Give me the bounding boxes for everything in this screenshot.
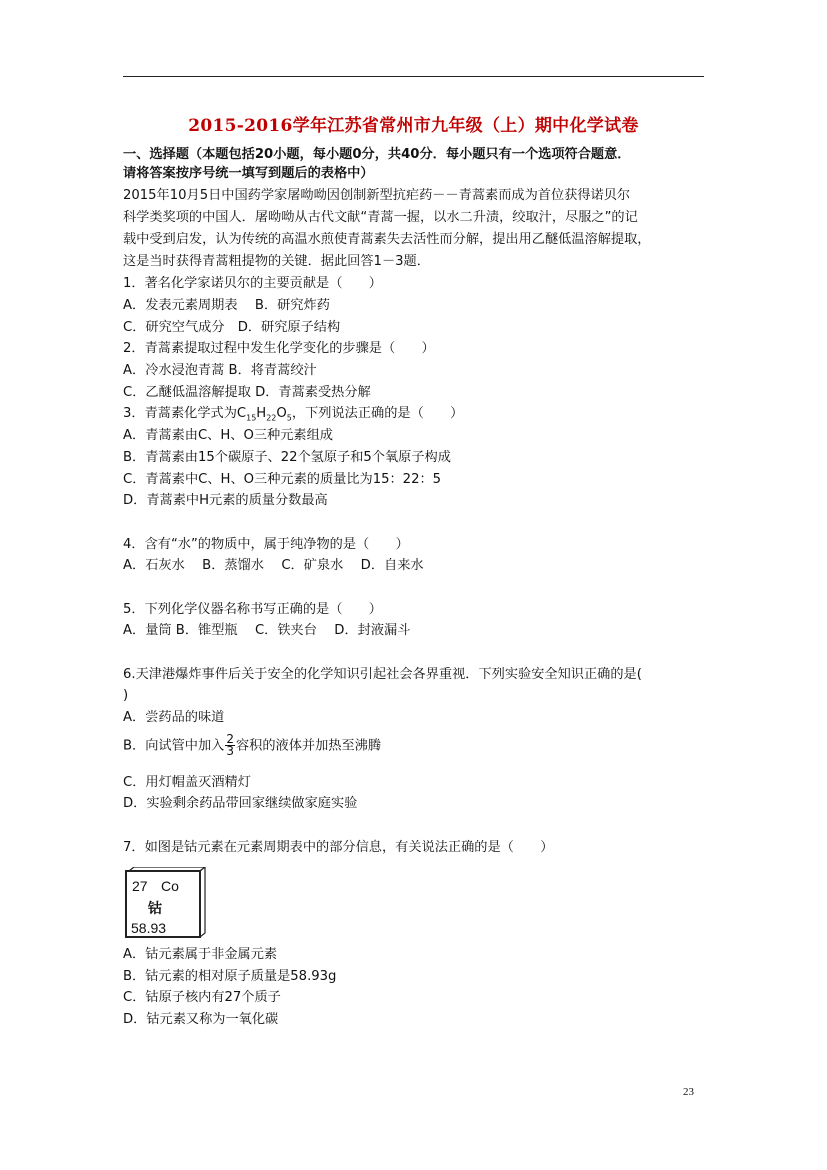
q7-option-a: A．钴元素属于非金属元素: [123, 947, 278, 962]
q6-option-d: D．实验剩余药品带回家继续做家庭实验: [123, 796, 358, 811]
q5-stem: 5．下列化学仪器名称书写正确的是（ ）: [123, 602, 382, 617]
header-rule: [123, 76, 704, 77]
element-name: 钴: [148, 900, 162, 916]
q3-option-c: C．青蒿素中C、H、O三种元素的质量比为15：22：5: [123, 472, 442, 487]
section-heading-line1: 一、选择题（本题包括20小题，每小题0分，共40分．每小题只有一个选项符合题意．: [123, 147, 631, 162]
q4-options: A．石灰水 B．蒸馏水 C．矿泉水 D．自来水: [123, 558, 424, 573]
element-symbol: Co: [161, 878, 179, 894]
q4-stem: 4．含有“水”的物质中，属于纯净物的是（ ）: [123, 537, 409, 552]
element-mass: 58.93: [131, 920, 167, 936]
q1-stem: 1．著名化学家诺贝尔的主要贡献是（ ）: [123, 276, 382, 291]
element-number: 27: [132, 878, 148, 894]
q6-option-c: C．用灯帽盖灭酒精灯: [123, 775, 251, 790]
q7-option-c: C．钴原子核内有27个质子: [123, 990, 281, 1005]
q6-stem-line1: 6.天津港爆炸事件后关于安全的化学知识引起社会各界重视．下列实验安全知识正确的是(: [123, 667, 642, 682]
page-title: 2015-2016学年江苏省常州市九年级（上）期中化学试卷: [188, 116, 639, 136]
q1-options-cd: C．研究空气成分 D．研究原子结构: [123, 320, 341, 335]
q3-option-d: D．青蒿素中H元素的质量分数最高: [123, 493, 328, 508]
q7-option-b: B．钴元素的相对原子质量是58.93g: [123, 969, 337, 984]
q3-option-a: A．青蒿素由C、H、O三种元素组成: [123, 428, 333, 443]
q6-option-b: B．向试管中加入 $\frac{2}{3}$ 容积的液体并加热至沸腾: [123, 732, 382, 758]
q2-options-ab: A．冷水浸泡青蒿 B．将青蒿绞汁: [123, 363, 317, 378]
q2-options-cd: C．乙醚低温溶解提取 D．青蒿素受热分解: [123, 385, 371, 400]
q3-stem: 3．青蒿素化学式为$C_{15}H_{22}O_5$，下列说法正确的是（ ）: [123, 406, 464, 423]
section-heading-line2: 请将答案按序号统一填写到题后的表格中）: [123, 166, 374, 181]
q7-stem: 7．如图是钴元素在元素周期表中的部分信息，有关说法正确的是（ ）: [123, 840, 554, 855]
q1-options-ab: A．发表元素周期表 B．研究炸药: [123, 298, 330, 313]
q7-option-d: D．钴元素又称为一氧化碳: [123, 1012, 279, 1027]
intro-line-1: 2015年10月5日中国药学家屠呦呦因创制新型抗疟药－－青蒿素而成为首位获得诺贝尔: [123, 188, 631, 203]
q3-option-b: B．青蒿素由15个碳原子、22个氢原子和5个氧原子构成: [123, 450, 451, 465]
fraction: $\frac{2}{3}$: [226, 732, 234, 758]
q5-options: A．量筒 B．锥型瓶 C．铁夹台 D．封液漏斗: [123, 623, 411, 638]
intro-line-4: 这是当时获得青蒿粗提物的关键．据此回答1－3题．: [123, 254, 430, 269]
page-number: 23: [683, 1086, 694, 1098]
q6-stem-line2: ): [123, 688, 129, 703]
intro-line-2: 科学类奖项的中国人．屠呦呦从古代文献“青蒿一握，以水二升渍，绞取汁，尽服之”的记: [123, 210, 638, 225]
element-tile-figure: [124, 867, 206, 945]
q2-stem: 2．青蒿素提取过程中发生化学变化的步骤是（ ）: [123, 341, 435, 356]
q6-option-a: A．尝药品的味道: [123, 710, 225, 725]
intro-line-3: 载中受到启发，认为传统的高温水煎使青蒿素失去活性而分解，提出用乙醚低温溶解提取，: [123, 232, 651, 247]
